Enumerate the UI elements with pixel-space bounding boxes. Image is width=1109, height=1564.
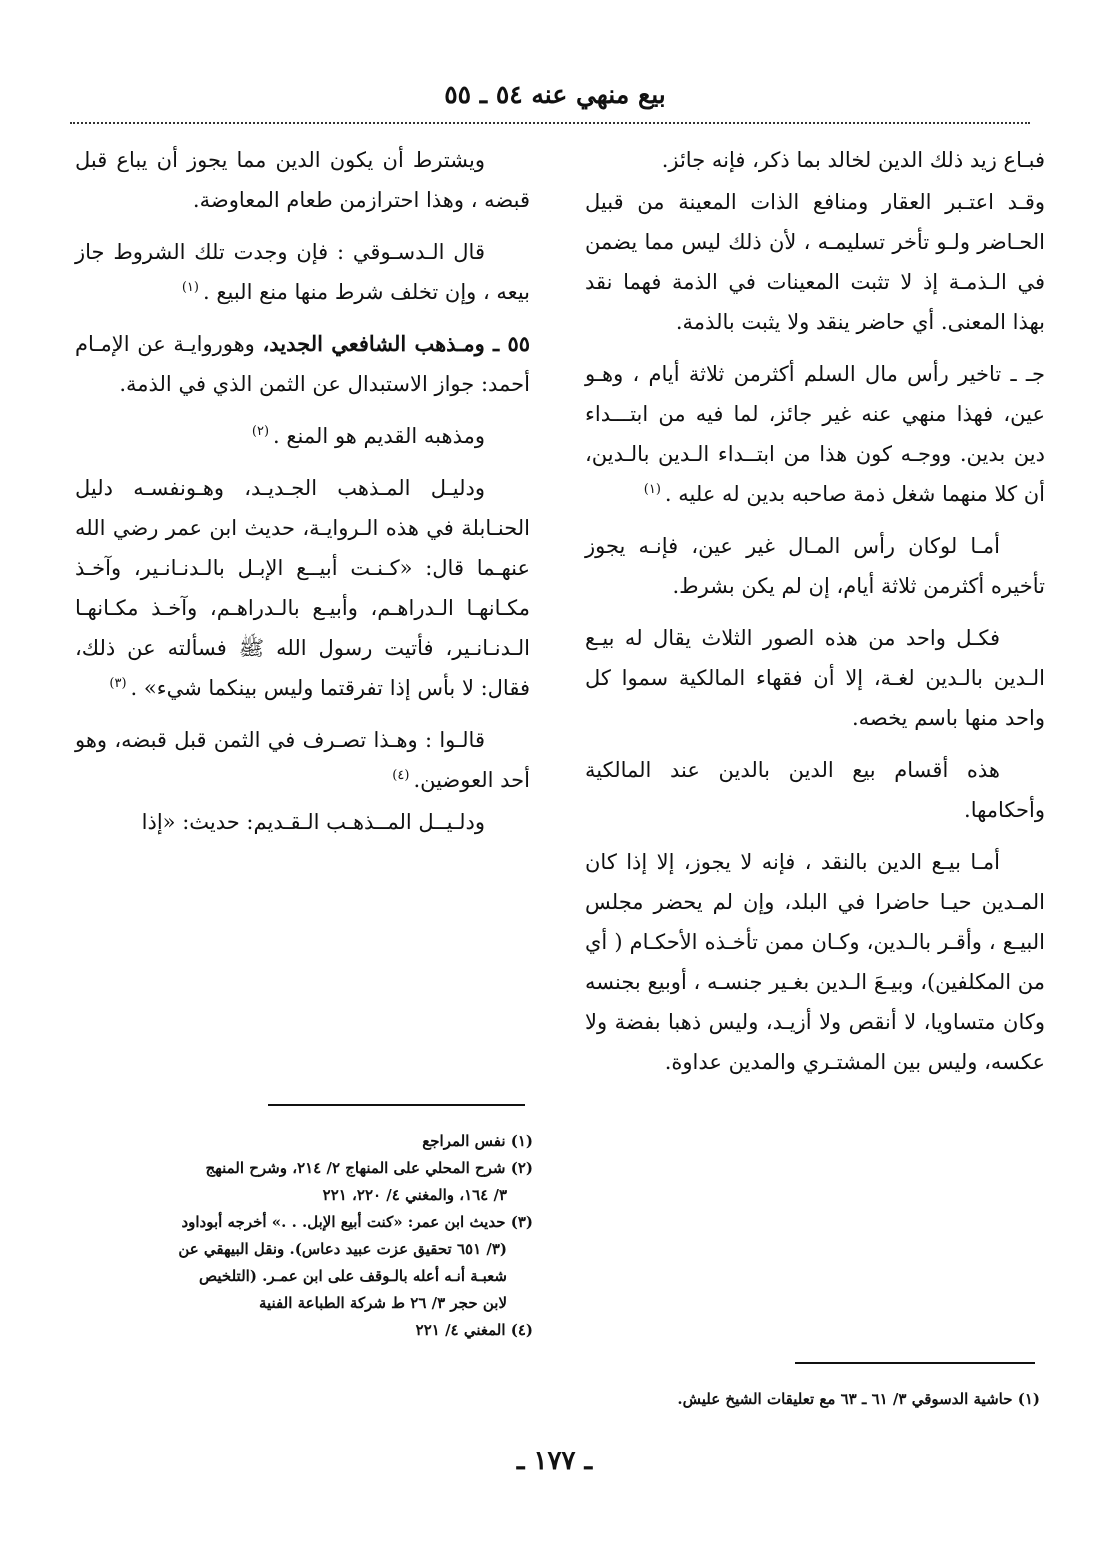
footnote: (٣) حديث ابن عمر: «كنت أبيع الإبل. . .» أخرجه أبوداود bbox=[181, 1213, 533, 1231]
footnote-continuation: ٣/ ١٦٤، والمغني ٤/ ٢٢٠، ٢٢١ bbox=[322, 1186, 507, 1204]
footnote-ref: (١) bbox=[181, 280, 199, 295]
footnote-ref: (٣) bbox=[109, 676, 127, 691]
right-footnotes bbox=[585, 1386, 1040, 1413]
left-paragraph-5 bbox=[75, 468, 530, 708]
left-paragraph-3 bbox=[75, 324, 530, 404]
footnote: (١) نفس المراجع bbox=[422, 1132, 533, 1150]
left-paragraph-3-text: وهوروايـة عن الإمـام أحمد: جواز الاستبدال عن الثمن الذي في الذمة. bbox=[75, 332, 530, 396]
footnote-ref: (٤) bbox=[392, 768, 410, 783]
right-paragraph-2: وقـد اعتـبر العقار ومنافع الذات المعينة من قبيل الحـاضر ولـو تأخر تسليمـه ، لأن ذلك ليس مما يضمن في الـذمـة إذ لا تثبت المعينات في الذمة فهما نقد بهذا المعنى. أي حاضر ينقد ولا يثبت بالذمة. bbox=[585, 190, 1045, 334]
right-paragraph-7: أمـا بيـع الدين بالنقد ، فإنه لا يجوز، إلا إذا كان المـدين حيـا حاضرا في البلد، وإن لم يحضر مجلس البيـع ، وأقـر بالـدين، وكـان ممن تأخـذه الأحكـام ( أي من المكلفين)، وبيـعَ الـدين بغـير جنسـه ، أوبيع بجنسه وكان متساويا، لا أنقص ولا أزيـد، وليس ذهبا بفضة ولا عكسه، وليس بين المشتـري والمدين عداوة. bbox=[585, 850, 1045, 1074]
header-dotted-rule bbox=[70, 122, 1030, 124]
left-paragraph-4 bbox=[75, 416, 530, 456]
footnote: (١) حاشية الدسوقي ٣/ ٦١ ـ ٦٣ مع تعليقات الشيخ عليش. bbox=[677, 1390, 1040, 1408]
running-header: بيع منهي عنه ٥٤ ـ ٥٥ bbox=[444, 80, 666, 109]
right-paragraph-5: فكـل واحد من هذه الصور الثلاث يقال له بيـع الـدين بالـدين لغـة، إلا أن فقهاء المالكية سموا كل واحد منها باسم يخصه. bbox=[585, 626, 1045, 730]
right-paragraph-1: فبـاع زيد ذلك الدين لخالد بما ذكر، فإنه جائز. bbox=[661, 148, 1045, 172]
right-column bbox=[585, 140, 1045, 1094]
footnote-rule-right bbox=[795, 1362, 1035, 1364]
left-paragraph-5-text: ودليـل المـذهب الجـديـد، وهـونفسـه دليل الحنـابلة في هذه الـروايـة، حديث ابن عمر رضي الله عنهـما قال: «كـنـت أبيــع الإبـل بالـدنـانـير، وآخـذ مكـانهـا الـدراهـم، وأبيـع بالـدراهـم، وآخـذ مكـانهـا الـدنـانـير، فأتيت رسول الله ﷺ فسألته عن ذلك، فقال: لا بأس إذا تفرقتما وليس بينكما شيء» . bbox=[75, 476, 530, 700]
footnote-ref: (٢) bbox=[251, 424, 270, 439]
right-paragraph-3-text: جـ ـ تاخير رأس مال السلم أكثرمن ثلاثة أيام ، وهـو عين، فهذا منهي عنه غير جائز، لما فيه من ابتـــداء دين بدين. ووجـه كون هذا من ابتــداء الـدين بالـدين، أن كلا منهما شغل ذمة صاحبه بدين له عليه . bbox=[585, 362, 1045, 506]
footnote-continuation: لابن حجر ٣/ ٢٦ ط شركة الطباعة الفنية bbox=[258, 1294, 507, 1312]
footnote: (٢) شرح المحلي على المنهاج ٢/ ٢١٤، وشرح المنهج bbox=[205, 1159, 533, 1177]
footnote-ref: (١) bbox=[643, 482, 661, 497]
left-paragraph-2 bbox=[75, 232, 530, 312]
right-paragraph-6: هذه أقسام بيع الدين بالدين عند المالكية وأحكامها. bbox=[585, 758, 1045, 822]
left-paragraph-7: ودلـيــل المــذهـب الـقـديم: حديث: «إذا bbox=[141, 810, 485, 834]
section-heading-55: ٥٥ ـ ومـذهب الشافعي الجديد، bbox=[262, 331, 530, 356]
left-paragraph-6 bbox=[75, 720, 530, 800]
left-paragraph-4-text: ومذهبه القديم هو المنع . bbox=[273, 424, 485, 448]
right-paragraph-4: أمـا لوكان رأس المـال غير عين، فإنـه يجوز تأخيره أكثرمن ثلاثة أيام، إن لم يكن بشرط. bbox=[585, 534, 1045, 598]
footnote: (٤) المغني ٤/ ٢٢١ bbox=[415, 1321, 533, 1339]
left-footnotes bbox=[78, 1128, 533, 1344]
footnote-continuation: شعبـة أنـه أعله بالـوقف على ابن عمـر. (التلخيص bbox=[199, 1267, 507, 1285]
page-number: ـ ١٧٧ ـ bbox=[516, 1446, 593, 1476]
right-paragraph-3 bbox=[585, 354, 1045, 514]
left-paragraph-6-text: قالـوا : وهـذا تصـرف في الثمن قبل قبضه، وهو أحد العوضين. bbox=[75, 728, 530, 792]
left-paragraph-2-text: قال الـدسـوقي : فإن وجدت تلك الشروط جاز بيعه ، وإن تخلف شرط منها منع البيع . bbox=[75, 240, 530, 304]
left-column bbox=[75, 140, 530, 854]
left-paragraph-1: ويشترط أن يكون الدين مما يجوز أن يباع قبل قبضه ، وهذا احترازمن طعام المعاوضة. bbox=[75, 148, 530, 212]
footnote-rule-left bbox=[268, 1104, 525, 1106]
footnote-continuation: (٣/ ٦٥١ تحقيق عزت عبيد دعاس). ونقل البيهقي عن bbox=[178, 1240, 507, 1258]
